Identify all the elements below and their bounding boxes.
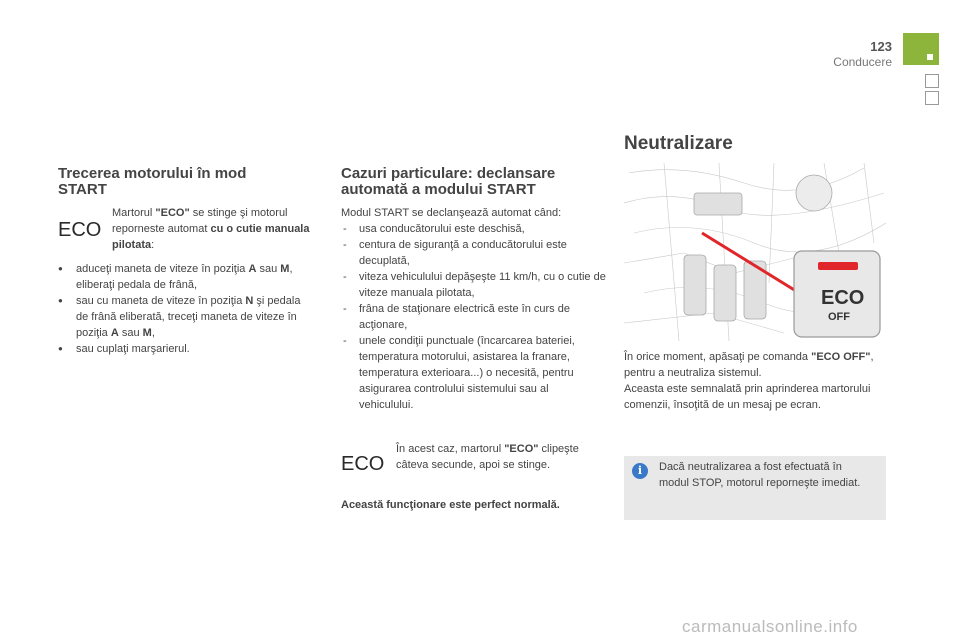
- chapter-marker-empty: [925, 91, 939, 105]
- normal-operation-note: Această funcţionare este perfect normală.: [341, 499, 560, 511]
- info-icon: i: [632, 463, 648, 479]
- list-item: - viteza vehiculului depăşeşte 11 km/h, cu o cutie de viteze manuala pilotata,: [341, 269, 606, 301]
- start-conditions-list: [58, 261, 313, 357]
- svg-text:ECO: ECO: [341, 453, 385, 474]
- list-item: ● sau cuplaţi marşarierul.: [58, 341, 313, 357]
- auto-start-intro: Modul START se declanşează automat când:: [341, 207, 562, 219]
- section-title: Conducere: [833, 55, 892, 69]
- section-heading-start: Trecerea motorului în mod START: [58, 165, 247, 198]
- chapter-tab[interactable]: [903, 33, 939, 65]
- watermark: carmanualsonline.info: [682, 617, 858, 636]
- dashboard-illustration: [624, 163, 886, 341]
- list-item: - usa conducătorului este deschisă,: [341, 221, 606, 237]
- list-item: - unele condiţii punctuale (încarcarea bateriei, temperatura motorului, asistarea la franare, temperatura exterioara...) o necesită, pentru asigurarea controlului sistemului sau al vehiculului.: [341, 333, 606, 413]
- eco-off-button-off[interactable]: OFF: [828, 311, 850, 323]
- eco-indicator-icon: [58, 218, 104, 245]
- svg-text:ECO: ECO: [58, 219, 102, 240]
- list-item: ● aduceţi maneta de viteze în poziţia A sau M, eliberaţi pedala de frână,: [58, 261, 313, 293]
- eco-intro-text: Martorul "ECO" se stinge şi motorul reporneste automat cu o cutie manuala pilotata:: [112, 207, 310, 251]
- chapter-marker-empty: [925, 74, 939, 88]
- list-item: - centura de siguranţă a conducătorului este decuplată,: [341, 237, 606, 269]
- info-note-text: Dacă neutralizarea a fost efectuată în modul STOP, motorul reporneşte imediat.: [659, 461, 861, 489]
- eco-blink-text: În acest caz, martorul "ECO" clipeşte câteva secunde, apoi se stinge.: [396, 443, 579, 471]
- eco-off-button-eco[interactable]: ECO: [821, 287, 865, 309]
- page-number: 123: [870, 39, 892, 54]
- neutralize-signal-text: Aceasta este semnalată prin aprinderea martorului comenzii, însoţită de un mesaj pe ecran.: [624, 383, 871, 411]
- section-heading-neutralize: Neutralizare: [624, 133, 733, 154]
- section-heading-special-cases: Cazuri particulare: declansare automată a modului START: [341, 165, 556, 198]
- eco-indicator-icon: [341, 452, 387, 479]
- auto-start-conditions-list: [341, 221, 606, 413]
- list-item: ● sau cu maneta de viteze în poziţia N şi pedala de frână eliberată, treceţi maneta de viteze în poziţia A sau M,: [58, 293, 313, 341]
- neutralize-instructions: În orice moment, apăsaţi pe comanda "ECO OFF", pentru a neutraliza sistemul.: [624, 351, 874, 379]
- list-item: - frâna de staţionare electrică este în curs de acţionare,: [341, 301, 606, 333]
